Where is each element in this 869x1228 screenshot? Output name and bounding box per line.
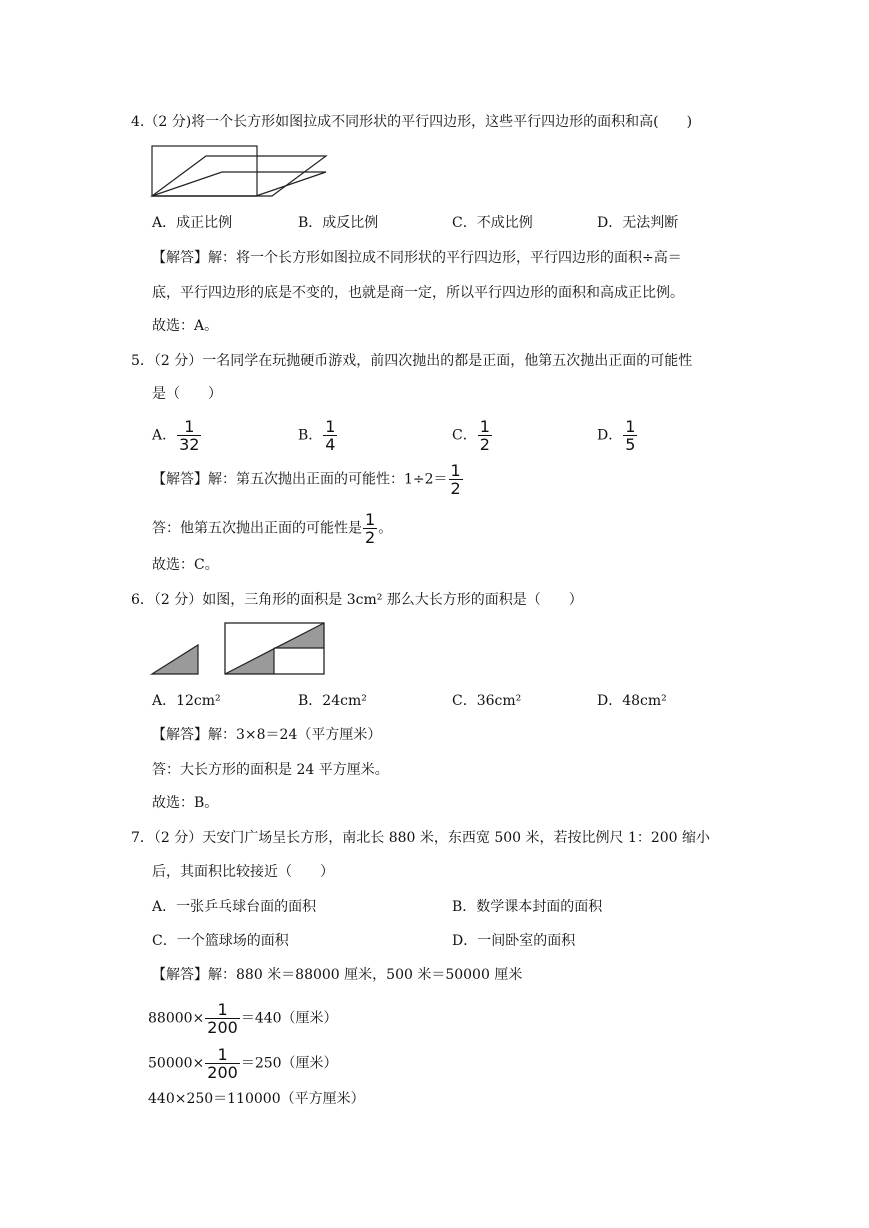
q4-stem: 4.（2 分)将一个长方形如图拉成不同形状的平行四边形，这些平行四边形的面积和高( ) [131, 114, 693, 130]
q6-choice: 故选：B。 [152, 795, 219, 811]
q7-stem-line1: 7．（2 分）天安门广场呈长方形，南北长 880 米，东西宽 500 米，若按比例尺 1：200 缩小 [131, 830, 711, 846]
q5-option-a-fraction [177, 418, 201, 453]
q7-option-a: A．一张乒乓球台面的面积 [152, 899, 317, 915]
fraction-denominator: 32 [179, 435, 200, 454]
fraction-numerator: 1 [365, 510, 376, 529]
fraction-denominator: 2 [450, 479, 461, 498]
q5-reply-fraction [363, 511, 377, 546]
q7-calc2 [148, 1046, 338, 1081]
q4-choice: 故选：A。 [152, 318, 219, 334]
q7-calc1 [148, 1001, 338, 1036]
fraction-numerator: 1 [217, 1000, 228, 1019]
q5-option-d-fraction [623, 418, 637, 453]
q4-option-b: B．成反比例 [298, 215, 379, 231]
q7-calc2-left: 50000× [148, 1055, 205, 1072]
q6-stem: 6．（2 分）如图，三角形的面积是 3cm² 那么大长方形的面积是（ ） [131, 592, 583, 608]
q6-option-d: D．48cm² [597, 693, 667, 709]
fraction-numerator: 1 [184, 417, 195, 436]
q5-stem-line1: 5．（2 分）一名同学在玩抛硬币游戏，前四次抛出的都是正面，他第五次抛出正面的可能性 [131, 353, 693, 369]
q5-option-d-label: D． [597, 427, 623, 444]
q6-answer: 【解答】解：3×8＝24（平方厘米） [152, 727, 382, 743]
q5-reply-text: 答：他第五次抛出正面的可能性是 [152, 520, 362, 537]
fraction-numerator: 1 [450, 461, 461, 480]
q5-option-c-label: C． [452, 427, 477, 444]
q5-option-d [597, 418, 638, 453]
q4-answer-line1: 【解答】解：将一个长方形如图拉成不同形状的平行四边形，平行四边形的面积÷高＝ [152, 250, 682, 266]
fraction-denominator: 200 [207, 1018, 238, 1037]
q7-calc2-fraction [205, 1046, 240, 1081]
q5-option-b-fraction [323, 418, 337, 453]
q5-answer-text: 【解答】解：第五次抛出正面的可能性：1÷2＝ [152, 471, 448, 488]
q6-option-c: C．36cm² [452, 693, 522, 709]
q7-calc2-right: ＝250（厘米） [240, 1055, 338, 1072]
q7-option-d: D．一间卧室的面积 [452, 933, 576, 949]
q6-option-a: A．12cm² [152, 693, 221, 709]
q7-stem-line2: 后，其面积比较接近（ ） [152, 864, 334, 880]
fraction-numerator: 1 [625, 417, 636, 436]
q5-option-a-label: A． [152, 427, 177, 444]
q7-calc1-right: ＝440（厘米） [240, 1010, 338, 1027]
q4-option-a: A．成正比例 [152, 215, 233, 231]
q4-answer-line2: 底，平行四边形的底是不变的，也就是商一定，所以平行四边形的面积和高成正比例。 [152, 285, 684, 301]
q6-option-b: B．24cm² [298, 693, 367, 709]
q5-option-c-fraction [478, 418, 492, 453]
q5-answer [152, 462, 464, 497]
q7-option-c: C．一个篮球场的面积 [152, 933, 289, 949]
fraction-denominator: 5 [625, 435, 636, 454]
q6-rectangle-figure [223, 621, 327, 677]
fraction-denominator: 200 [207, 1063, 238, 1082]
q5-stem-line2: 是（ ） [152, 386, 222, 402]
q7-calc1-fraction [205, 1001, 240, 1036]
q7-calc3: 440×250＝110000（平方厘米） [148, 1091, 365, 1107]
q7-answer: 【解答】解：880 米＝88000 厘米，500 米＝50000 厘米 [152, 967, 523, 983]
q7-option-b: B．数学课本封面的面积 [452, 899, 603, 915]
q6-reply: 答：大长方形的面积是 24 平方厘米。 [152, 762, 389, 778]
fraction-numerator: 1 [217, 1045, 228, 1064]
q5-reply [152, 511, 392, 546]
q5-option-b-label: B． [298, 427, 323, 444]
q7-calc1-left: 88000× [148, 1010, 205, 1027]
fraction-denominator: 2 [479, 435, 490, 454]
fraction-numerator: 1 [325, 417, 336, 436]
q4-option-d: D．无法判断 [597, 215, 679, 231]
fraction-denominator: 2 [365, 528, 376, 547]
q5-option-c [452, 418, 493, 453]
q5-option-b [298, 418, 338, 453]
fraction-denominator: 4 [325, 435, 336, 454]
q6-triangle-figure [150, 643, 202, 676]
q4-option-c: C．不成比例 [452, 215, 533, 231]
fraction-numerator: 1 [479, 417, 490, 436]
q5-reply-end: 。 [378, 520, 393, 537]
q5-option-a [152, 418, 202, 453]
q5-choice: 故选：C。 [152, 557, 219, 573]
q4-parallelogram-figure [150, 144, 330, 199]
q5-answer-fraction [449, 462, 463, 497]
